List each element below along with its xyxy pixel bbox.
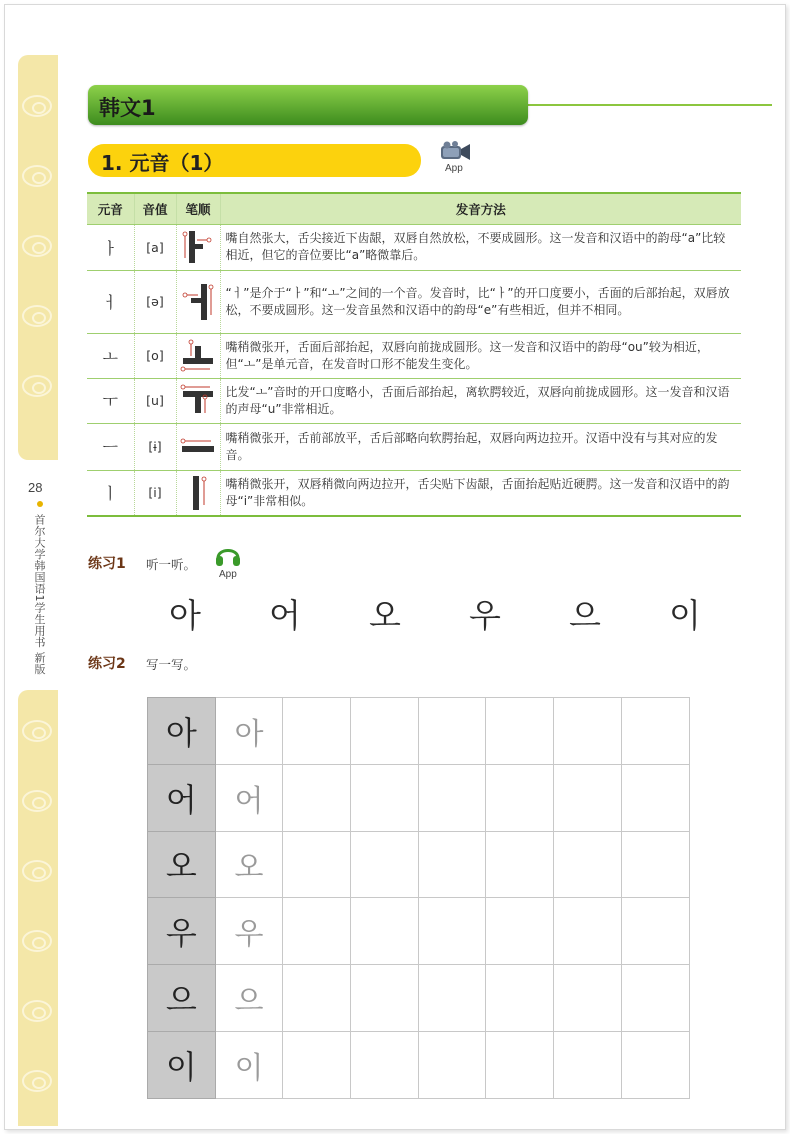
method-cell: 比发“ㅗ”音时的开口度略小，舌面后部抬起，离软腭较近，双唇向前拢成圆形。这一发音和汉语的声母“u”非常相近。 <box>220 378 741 423</box>
practice-cell[interactable] <box>283 1031 351 1098</box>
method-cell: 嘴稍微张开，双唇稍微向两边拉开，舌尖贴下齿龈，舌面抬起贴近硬腭。这一发音和汉语中的韵母“i”非常相似。 <box>220 470 741 516</box>
ipa-cell: [o] <box>134 333 176 378</box>
headphone-icon[interactable] <box>214 542 242 568</box>
practice-cell[interactable] <box>621 831 689 898</box>
practice-cell[interactable] <box>351 965 419 1032</box>
ipa-cell: [ɨ] <box>134 423 176 470</box>
practice-cell[interactable] <box>486 965 554 1032</box>
practice-cell[interactable] <box>621 898 689 965</box>
vowel-cell: ㅜ <box>87 378 134 423</box>
practice-cell[interactable] <box>283 698 351 765</box>
exercise2-label: 练习2 <box>88 656 126 672</box>
ipa-cell: [ə] <box>134 270 176 333</box>
practice-cell[interactable] <box>621 764 689 831</box>
practice-cell[interactable] <box>283 764 351 831</box>
side-decoration-top <box>18 55 58 460</box>
ipa-cell: [a] <box>134 224 176 270</box>
practice-cell[interactable] <box>283 898 351 965</box>
practice-cell[interactable] <box>486 764 554 831</box>
stroke-order-cell <box>176 378 220 423</box>
writing-row <box>148 1031 690 1098</box>
writing-row <box>148 965 690 1032</box>
listen-char: 아 <box>169 596 201 635</box>
practice-cell[interactable] <box>418 1031 486 1098</box>
practice-cell[interactable] <box>621 1031 689 1098</box>
practice-cell[interactable] <box>554 898 622 965</box>
trace-char: 우 <box>215 898 283 965</box>
model-char: 오 <box>148 831 216 898</box>
practice-cell[interactable] <box>351 898 419 965</box>
practice-cell[interactable] <box>418 764 486 831</box>
practice-cell[interactable] <box>283 965 351 1032</box>
practice-cell[interactable] <box>418 831 486 898</box>
vowel-cell: ㅣ <box>87 470 134 516</box>
practice-cell[interactable] <box>486 698 554 765</box>
method-cell: 嘴稍微张开，舌面后部抬起，双唇向前拢成圆形。这一发音和汉语中的韵母“ou”较为相近，但“ㅗ”是单元音，在发音时口形不能发生变化。 <box>220 333 741 378</box>
stroke-order-i-icon <box>183 473 213 513</box>
model-char: 아 <box>148 698 216 765</box>
writing-row <box>148 831 690 898</box>
vowel-table <box>87 192 741 517</box>
stroke-order-cell <box>176 423 220 470</box>
practice-cell[interactable] <box>283 831 351 898</box>
writing-grid <box>147 697 690 1099</box>
table-row <box>87 378 741 423</box>
app-label: App <box>219 569 237 580</box>
video-camera-icon[interactable] <box>438 139 472 163</box>
table-row <box>87 270 741 333</box>
stroke-order-o-icon <box>180 338 216 374</box>
practice-cell[interactable] <box>351 764 419 831</box>
practice-cell[interactable] <box>351 1031 419 1098</box>
practice-cell[interactable] <box>418 965 486 1032</box>
stroke-order-a-icon <box>181 228 215 266</box>
method-cell: 嘴稍微张开，舌前部放平，舌后部略向软腭抬起，双唇向两边拉开。汉语中没有与其对应的发音。 <box>220 423 741 470</box>
practice-cell[interactable] <box>351 698 419 765</box>
practice-cell[interactable] <box>621 965 689 1032</box>
stroke-order-eu-icon <box>179 432 217 462</box>
trace-char: 으 <box>215 965 283 1032</box>
practice-cell[interactable] <box>418 898 486 965</box>
method-cell: “ㅓ”是介于“ㅏ”和“ㅗ”之间的一个音。发音时，比“ㅏ”的开口度要小，舌面的后部抬起，双唇放松，不要成圆形。这一发音虽然和汉语中的韵母“e”有些相近，但并不相同。 <box>220 270 741 333</box>
exercise1-label: 练习1 <box>88 556 126 572</box>
model-char: 우 <box>148 898 216 965</box>
ipa-cell: [i] <box>134 470 176 516</box>
table-row <box>87 470 741 516</box>
stroke-order-u-icon <box>180 383 216 419</box>
exercise1-instruction: 听一听。 <box>146 557 197 572</box>
vowel-cell: ㅗ <box>87 333 134 378</box>
writing-row <box>148 898 690 965</box>
table-header-method: 发音方法 <box>220 193 741 224</box>
trace-char: 아 <box>215 698 283 765</box>
practice-cell[interactable] <box>554 965 622 1032</box>
listen-char: 오 <box>369 596 401 635</box>
model-char: 이 <box>148 1031 216 1098</box>
page-dot <box>37 501 43 507</box>
listen-char: 으 <box>569 596 601 635</box>
writing-row <box>148 698 690 765</box>
stroke-order-cell <box>176 470 220 516</box>
book-title: 首尔大学韩国语1学生用书 新版 <box>33 514 46 675</box>
practice-cell[interactable] <box>554 698 622 765</box>
stroke-order-cell <box>176 224 220 270</box>
page-number: 28 <box>28 480 43 495</box>
practice-cell[interactable] <box>351 831 419 898</box>
page-title: 韩文1 <box>99 96 156 120</box>
vowel-cell: ㅓ <box>87 270 134 333</box>
trace-char: 오 <box>215 831 283 898</box>
ipa-cell: [u] <box>134 378 176 423</box>
trace-char: 이 <box>215 1031 283 1098</box>
practice-cell[interactable] <box>554 1031 622 1098</box>
practice-cell[interactable] <box>554 831 622 898</box>
table-row <box>87 224 741 270</box>
trace-char: 어 <box>215 764 283 831</box>
stroke-order-cell <box>176 270 220 333</box>
table-header-stroke: 笔顺 <box>176 193 220 224</box>
practice-cell[interactable] <box>418 698 486 765</box>
listen-row <box>150 590 720 637</box>
stroke-order-cell <box>176 333 220 378</box>
app-label: App <box>445 163 463 174</box>
listen-char: 우 <box>469 596 501 635</box>
table-header-ipa: 音值 <box>134 193 176 224</box>
vowel-cell: ㅡ <box>87 423 134 470</box>
header-rule <box>526 104 772 106</box>
practice-cell[interactable] <box>486 831 554 898</box>
table-header-vowel: 元音 <box>87 193 134 224</box>
exercise2-instruction: 写一写。 <box>146 657 197 672</box>
stroke-order-eo-icon <box>181 281 215 323</box>
practice-cell[interactable] <box>486 898 554 965</box>
practice-cell[interactable] <box>621 698 689 765</box>
practice-cell[interactable] <box>554 764 622 831</box>
model-char: 으 <box>148 965 216 1032</box>
model-char: 어 <box>148 764 216 831</box>
method-cell: 嘴自然张大，舌尖接近下齿龈，双唇自然放松，不要成圆形。这一发音和汉语中的韵母“a”比较相近，但它的音位要比“a”略微靠后。 <box>220 224 741 270</box>
listen-char: 이 <box>669 596 701 635</box>
writing-row <box>148 764 690 831</box>
listen-char: 어 <box>269 596 301 635</box>
vowel-cell: ㅏ <box>87 224 134 270</box>
table-row <box>87 333 741 378</box>
side-decoration-bottom <box>18 690 58 1126</box>
practice-cell[interactable] <box>486 1031 554 1098</box>
table-row <box>87 423 741 470</box>
section-title: 1. 元音（1） <box>101 151 224 175</box>
